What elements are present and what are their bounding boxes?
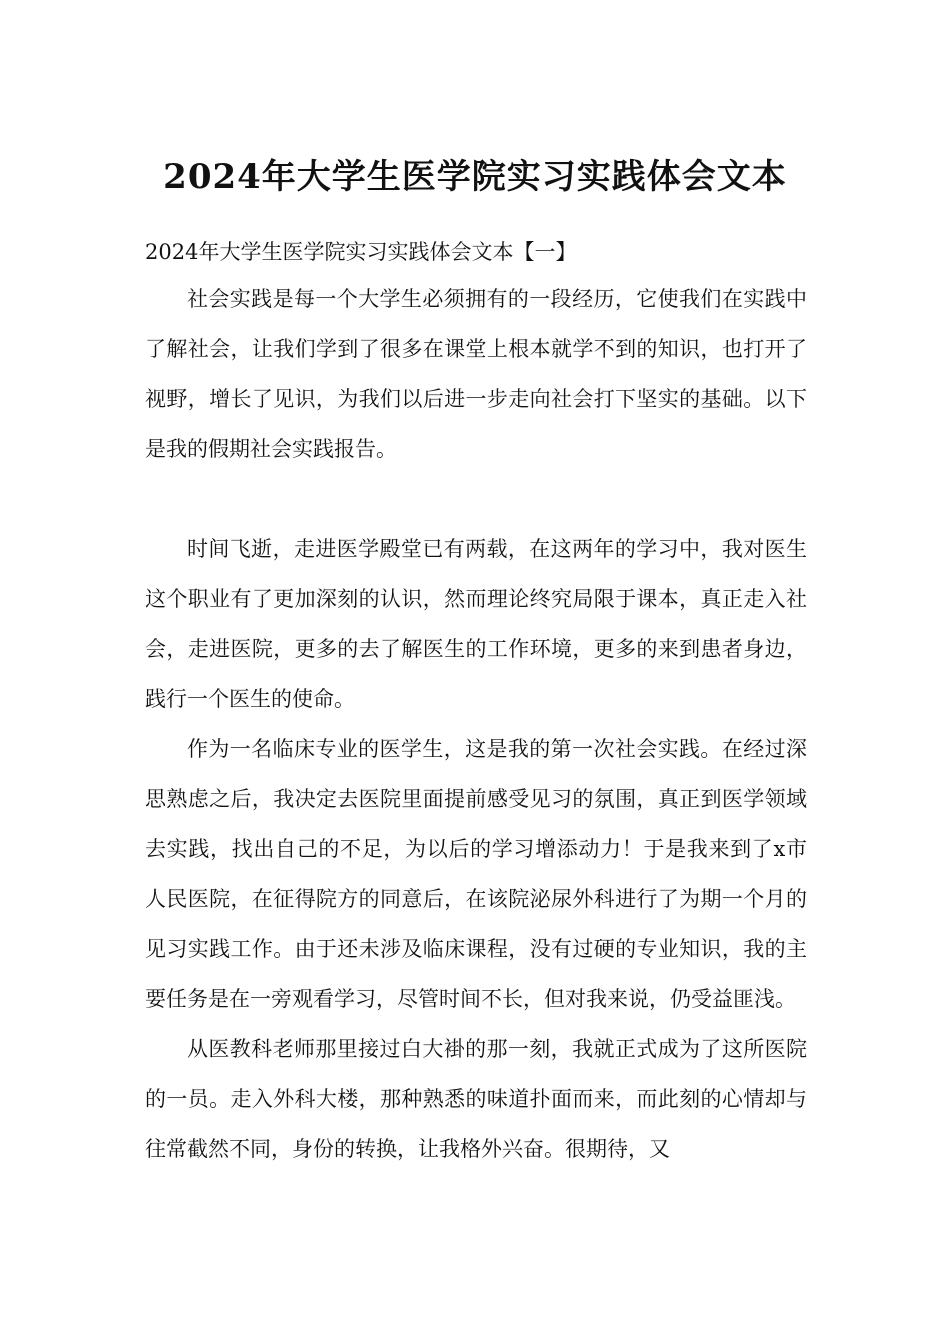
paragraph-white-coat: 从医教科老师那里接过白大褂的那一刻，我就正式成为了这所医院的一员。走入外科大楼，那种熟悉的味道扑面而来，而此刻的心情却与往常截然不同，身份的转换，让我格外兴奋。很期待，又 <box>145 1037 807 1161</box>
paragraph-intro: 社会实践是每一个大学生必须拥有的一段经历，它使我们在实践中了解社会，让我们学到了很多在课堂上根本就学不到的知识，也打开了视野，增长了见识，为我们以后进一步走向社会打下坚实的基础。以下是我的假期社会实践报告。 <box>145 287 807 461</box>
document-body <box>145 230 807 1174</box>
section-heading: 2024年大学生医学院实习实践体会文本【一】 <box>145 240 577 264</box>
paragraph-gap <box>145 474 807 524</box>
document-title: 2024年大学生医学院实习实践体会文本 <box>163 156 787 197</box>
paragraph-practice: 作为一名临床专业的医学生，这是我的第一次社会实践。在经过深思熟虑之后，我决定去医院里面提前感受见习的氛围，真正到医学领域去实践，找出自己的不足，为以后的学习增添动力！于是我来到了x市人民医院，在征得院方的同意后，在该院泌尿外科进行了为期一个月的见习实践工作。由于还未涉及临床课程，没有过硬的专业知识，我的主要任务是在一旁观看学习，尽管时间不长，但对我来说，仍受益匪浅。 <box>145 737 807 1011</box>
paragraph-time: 时间飞逝，走进医学殿堂已有两载，在这两年的学习中，我对医生这个职业有了更加深刻的认识，然而理论终究局限于课本，真正走入社会，走进医院，更多的去了解医生的工作环境，更多的来到患者身边，践行一个医生的使命。 <box>145 537 807 711</box>
